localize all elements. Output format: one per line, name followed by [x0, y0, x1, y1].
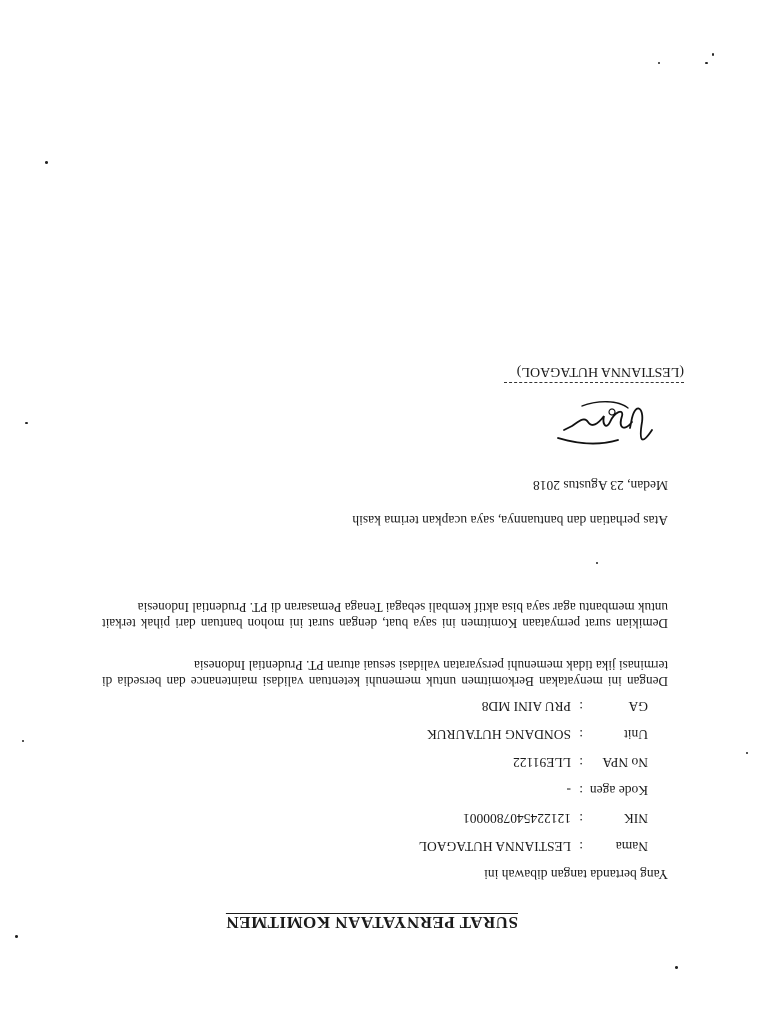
scan-speck — [746, 752, 748, 754]
signature-line — [504, 382, 684, 383]
field-value-nik: 1212245407800001 — [463, 811, 571, 826]
field-value-ga: PRU AINI MD8 — [481, 699, 571, 714]
field-colon: : — [579, 727, 583, 742]
field-label-kode-agen: Kode agen — [589, 783, 648, 798]
field-colon: : — [579, 811, 583, 826]
scan-speck — [25, 422, 28, 424]
field-value-no-npa: LLE91122 — [513, 755, 571, 770]
scan-speck — [675, 966, 678, 969]
commitment-paragraph: Dengan ini menyatakan Berkomitmen untuk memenuhi ketentuan validasi maintenance dan bersedia di terminasi jika tidak memenuhi persyaratan validasi sesuai aturan PT. Prudential Indonesia — [102, 658, 668, 689]
closing-paragraph: Demikian surat pernyataan Komitmen ini saya buat, dengan surat ini mohon bantuan dari pihak terkait untuk membantu agar saya bisa aktif kembali sebagai Tenaga Pemasaran di PT. Prudential Indonesia — [102, 600, 668, 631]
field-colon: : — [579, 699, 583, 714]
letter-title: SURAT PERNYATAAN KOMITMEN — [225, 913, 518, 932]
intro-text: Yang bertanda tangan dibawah ini — [484, 867, 668, 882]
thanks-text: Atas perhatian dan bantuannya, saya ucapkan terima kasih — [352, 513, 668, 528]
field-label-ga: GA — [628, 699, 648, 714]
field-value-unit: SONDANG HUTAURUK — [426, 727, 571, 742]
scan-speck — [712, 53, 714, 56]
field-colon: : — [579, 783, 583, 798]
field-label-unit: Unit — [623, 727, 648, 742]
field-label-nik: NIK — [624, 811, 648, 826]
field-colon: : — [579, 755, 583, 770]
scan-speck — [22, 740, 24, 742]
scan-speck — [45, 161, 48, 164]
field-colon: : — [579, 839, 583, 854]
signature-name: (LESTIANNA HUTAGAOL) — [516, 364, 684, 379]
field-label-no-npa: No NPA — [602, 755, 648, 770]
scan-speck — [15, 935, 18, 938]
scan-speck — [658, 62, 660, 64]
field-value-kode-agen: - — [566, 783, 571, 798]
scan-speck — [705, 62, 708, 64]
field-value-nama: LESTIANNA HUTAGAOL — [418, 839, 571, 854]
signature-image — [548, 390, 658, 452]
field-label-nama: Nama — [615, 839, 648, 854]
place-date: Medan, 23 Agustus 2018 — [533, 478, 668, 493]
scan-speck — [596, 562, 598, 564]
